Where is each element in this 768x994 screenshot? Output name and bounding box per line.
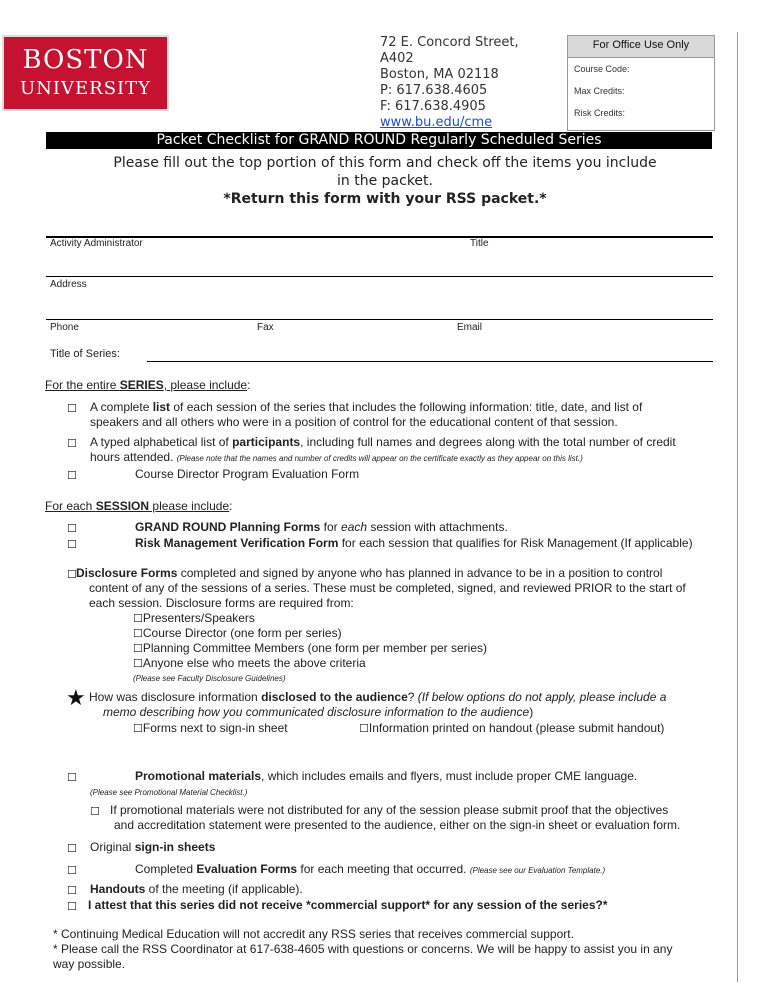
series-head-colon: : xyxy=(247,378,251,392)
promo-checkbox[interactable]: ☐ xyxy=(67,771,77,784)
how-c: ? xyxy=(407,690,418,704)
participants-checkbox[interactable]: ☐ xyxy=(67,437,77,450)
presenters-checkbox[interactable]: ☐ xyxy=(133,612,143,625)
eval-b: Evaluation Forms xyxy=(196,862,298,876)
office-use-box xyxy=(567,35,715,131)
risk-form-checkbox[interactable]: ☐ xyxy=(67,538,77,551)
planning-forms-item xyxy=(135,520,508,535)
field-rule-3 xyxy=(46,319,713,320)
address-fax: F: 617.638.4905 xyxy=(380,99,486,114)
session-head-post: please include xyxy=(149,499,230,513)
series-item2-b: participants xyxy=(232,435,301,449)
risk-form-item xyxy=(135,536,693,551)
handout-info-checkbox[interactable]: ☐ xyxy=(359,722,369,735)
fax-field[interactable]: Fax xyxy=(257,322,274,333)
intro-text xyxy=(60,154,710,208)
planning-committee-checkbox[interactable]: ☐ xyxy=(133,642,143,655)
logo-line-1: BOSTON xyxy=(22,45,149,75)
series-head-post: , please include xyxy=(163,378,248,392)
intro-line-2: in the packet. xyxy=(337,173,433,189)
how-d: ) xyxy=(529,705,534,719)
disclosure-bold: Disclosure Forms xyxy=(76,566,178,580)
how-b: disclosed to the audience xyxy=(261,690,408,704)
star-icon: ★ xyxy=(66,686,86,711)
promo-note: (Please see Promotional Material Checklist.) xyxy=(90,788,248,797)
session-head-colon: : xyxy=(229,499,233,513)
phone-field[interactable]: Phone xyxy=(50,322,79,333)
series-head-pre: For the entire xyxy=(45,378,120,392)
footer-note-2: * Please call the RSS Coordinator at 617-638-4605 with questions or concerns. We will be happy to assist you in any xyxy=(53,942,673,956)
series-item2-a: A typed alphabetical list of xyxy=(90,435,233,449)
email-field[interactable]: Email xyxy=(457,322,483,333)
boston-university-logo xyxy=(2,35,169,111)
planning-committee-label: Planning Committee Members (one form per member per series) xyxy=(142,641,487,655)
disclosure-sub-list xyxy=(133,611,487,686)
session-head-bold: SESSION xyxy=(95,499,150,513)
planning-a: for xyxy=(320,520,342,534)
address-phone: P: 617.638.4605 xyxy=(380,83,488,98)
title-field[interactable]: Title xyxy=(470,238,489,249)
risk-bold: Risk Management Verification Form xyxy=(135,536,339,550)
forms-next-checkbox[interactable]: ☐ xyxy=(133,722,143,735)
session-head-pre: For each xyxy=(45,499,96,513)
forms-next-option xyxy=(133,721,288,736)
anyone-else-label: Anyone else who meets the above criteria xyxy=(142,656,366,670)
series-list-checkbox[interactable]: ☐ xyxy=(67,402,77,415)
intro-line-1: Please fill out the top portion of this form and check off the items you include xyxy=(113,155,657,171)
activity-administrator-field[interactable]: Activity Administrator xyxy=(50,238,143,249)
course-code-field[interactable]: Course Code: xyxy=(574,64,630,74)
director-eval-checkbox[interactable]: ☐ xyxy=(67,469,77,482)
series-title-label: Title of Series: xyxy=(50,348,120,360)
series-item1-d: speakers and all others who were in a position of control for the educational content of that session. xyxy=(90,415,618,429)
field-rule-1 xyxy=(46,236,713,238)
promo-proof-item xyxy=(110,803,730,833)
series-item2-c: , including full names and degrees along with the total number of credit xyxy=(300,435,676,449)
promo-proof-checkbox[interactable]: ☐ xyxy=(90,805,100,818)
planning-forms-checkbox[interactable]: ☐ xyxy=(67,522,77,535)
disclosure-guidelines-note: (Please see Faculty Disclosure Guidelines) xyxy=(133,674,286,683)
session-section-heading xyxy=(45,499,232,514)
planning-bold: GRAND ROUND Planning Forms xyxy=(135,520,321,534)
promo-item xyxy=(135,769,637,784)
participants-item xyxy=(90,435,730,466)
footer-notes xyxy=(53,927,728,972)
planning-b: session with attachments. xyxy=(367,520,508,534)
website-link[interactable]: www.bu.edu/cme xyxy=(380,115,493,130)
max-credits-field[interactable]: Max Credits: xyxy=(574,86,625,96)
office-use-title: For Office Use Only xyxy=(568,36,714,58)
promo-if2: and accreditation statement were presented to the audience, either on the sign-in sheet or evaluation form. xyxy=(114,818,681,832)
attest-item: I attest that this series did not receive *commercial support* for any session of the series?* xyxy=(88,898,608,912)
disclosure-3: each session. Disclosure forms are required from: xyxy=(89,596,354,610)
course-director-checkbox[interactable]: ☐ xyxy=(133,627,143,640)
form-title-banner: Packet Checklist for GRAND ROUND Regularly Scheduled Series xyxy=(46,132,712,149)
planning-em: each xyxy=(341,520,368,534)
eval-c: for each meeting that occurred. xyxy=(297,862,470,876)
signin-a: Original xyxy=(90,840,135,854)
eval-forms-checkbox[interactable]: ☐ xyxy=(67,864,77,877)
signin-checkbox[interactable]: ☐ xyxy=(67,842,77,855)
field-rule-2 xyxy=(46,276,713,277)
address-field[interactable]: Address xyxy=(50,279,87,290)
how-em2: memo describing how you communicated disclosure information to the audience xyxy=(103,705,530,719)
handouts-item xyxy=(90,882,303,897)
series-item1-a: A complete xyxy=(90,400,153,414)
disclosure-checkbox[interactable]: ☐ xyxy=(67,568,77,581)
handouts-bold: Handouts xyxy=(90,882,146,896)
promo-if1: If promotional materials were not distributed for any of the session please submit proof that the objectives xyxy=(110,803,669,817)
signin-b: sign-in sheets xyxy=(134,840,216,854)
handout-info-label: Information printed on handout (please submit handout) xyxy=(368,721,665,735)
eval-a: Completed xyxy=(135,862,197,876)
footer-note-1: * Continuing Medical Education will not accredit any RSS series that receives commercial support. xyxy=(53,927,574,941)
anyone-else-checkbox[interactable]: ☐ xyxy=(133,657,143,670)
risk-rest: for each session that qualifies for Risk Management (If applicable) xyxy=(338,536,693,550)
how-em1: (If below options do not apply, please include a xyxy=(417,690,667,704)
series-head-bold: SERIES xyxy=(119,378,164,392)
eval-forms-item xyxy=(135,862,605,878)
right-margin-rule xyxy=(737,32,738,982)
participants-note: (Please note that the names and number of credits will appear on the certificate exactly as they appear on this list.) xyxy=(176,454,583,463)
footer-note-3: way possible. xyxy=(53,957,126,971)
disclosure-item xyxy=(76,566,726,611)
address-line-2: A402 xyxy=(380,51,414,66)
series-item2-d: hours attended. xyxy=(90,450,177,464)
series-section-heading xyxy=(45,378,250,393)
address-line-1: 72 E. Concord Street, xyxy=(380,35,519,50)
disclosure-2: content of any of the sessions of a series. These must be completed, signed, and reviewed PRIOR to the start of xyxy=(89,581,686,595)
signin-item xyxy=(90,840,215,855)
how-a: How was disclosure information xyxy=(89,690,262,704)
promo-bold: Promotional materials xyxy=(135,769,262,783)
director-eval-item: Course Director Program Evaluation Form xyxy=(135,467,360,481)
return-instruction: *Return this form with your RSS packet.* xyxy=(223,191,547,207)
series-item1-c: of each session of the series that includes the following information: title, date, and list of xyxy=(170,400,643,414)
logo-line-2: UNIVERSITY xyxy=(19,78,152,99)
disclosure-1: completed and signed by anyone who has planned in advance to be in a position to control xyxy=(177,566,663,580)
handout-info-option xyxy=(359,721,664,736)
handouts-rest: of the meeting (if applicable). xyxy=(145,882,303,896)
series-item1-b: list xyxy=(152,400,171,414)
attest-checkbox[interactable]: ☐ xyxy=(67,900,77,913)
series-list-item xyxy=(90,400,730,430)
forms-next-label: Forms next to sign-in sheet xyxy=(142,721,288,735)
promo-rest: , which includes emails and flyers, must include proper CME language. xyxy=(261,769,638,783)
address-block xyxy=(380,35,560,131)
address-line-3: Boston, MA 02118 xyxy=(380,67,499,82)
risk-credits-field[interactable]: Risk Credits: xyxy=(574,108,626,118)
handouts-checkbox[interactable]: ☐ xyxy=(67,884,77,897)
eval-note: (Please see our Evaluation Template.) xyxy=(469,866,606,875)
series-title-input[interactable] xyxy=(147,361,713,362)
course-director-label: Course Director (one form per series) xyxy=(142,626,342,640)
disclosure-audience-item xyxy=(89,690,729,720)
presenters-label: Presenters/Speakers xyxy=(142,611,255,625)
